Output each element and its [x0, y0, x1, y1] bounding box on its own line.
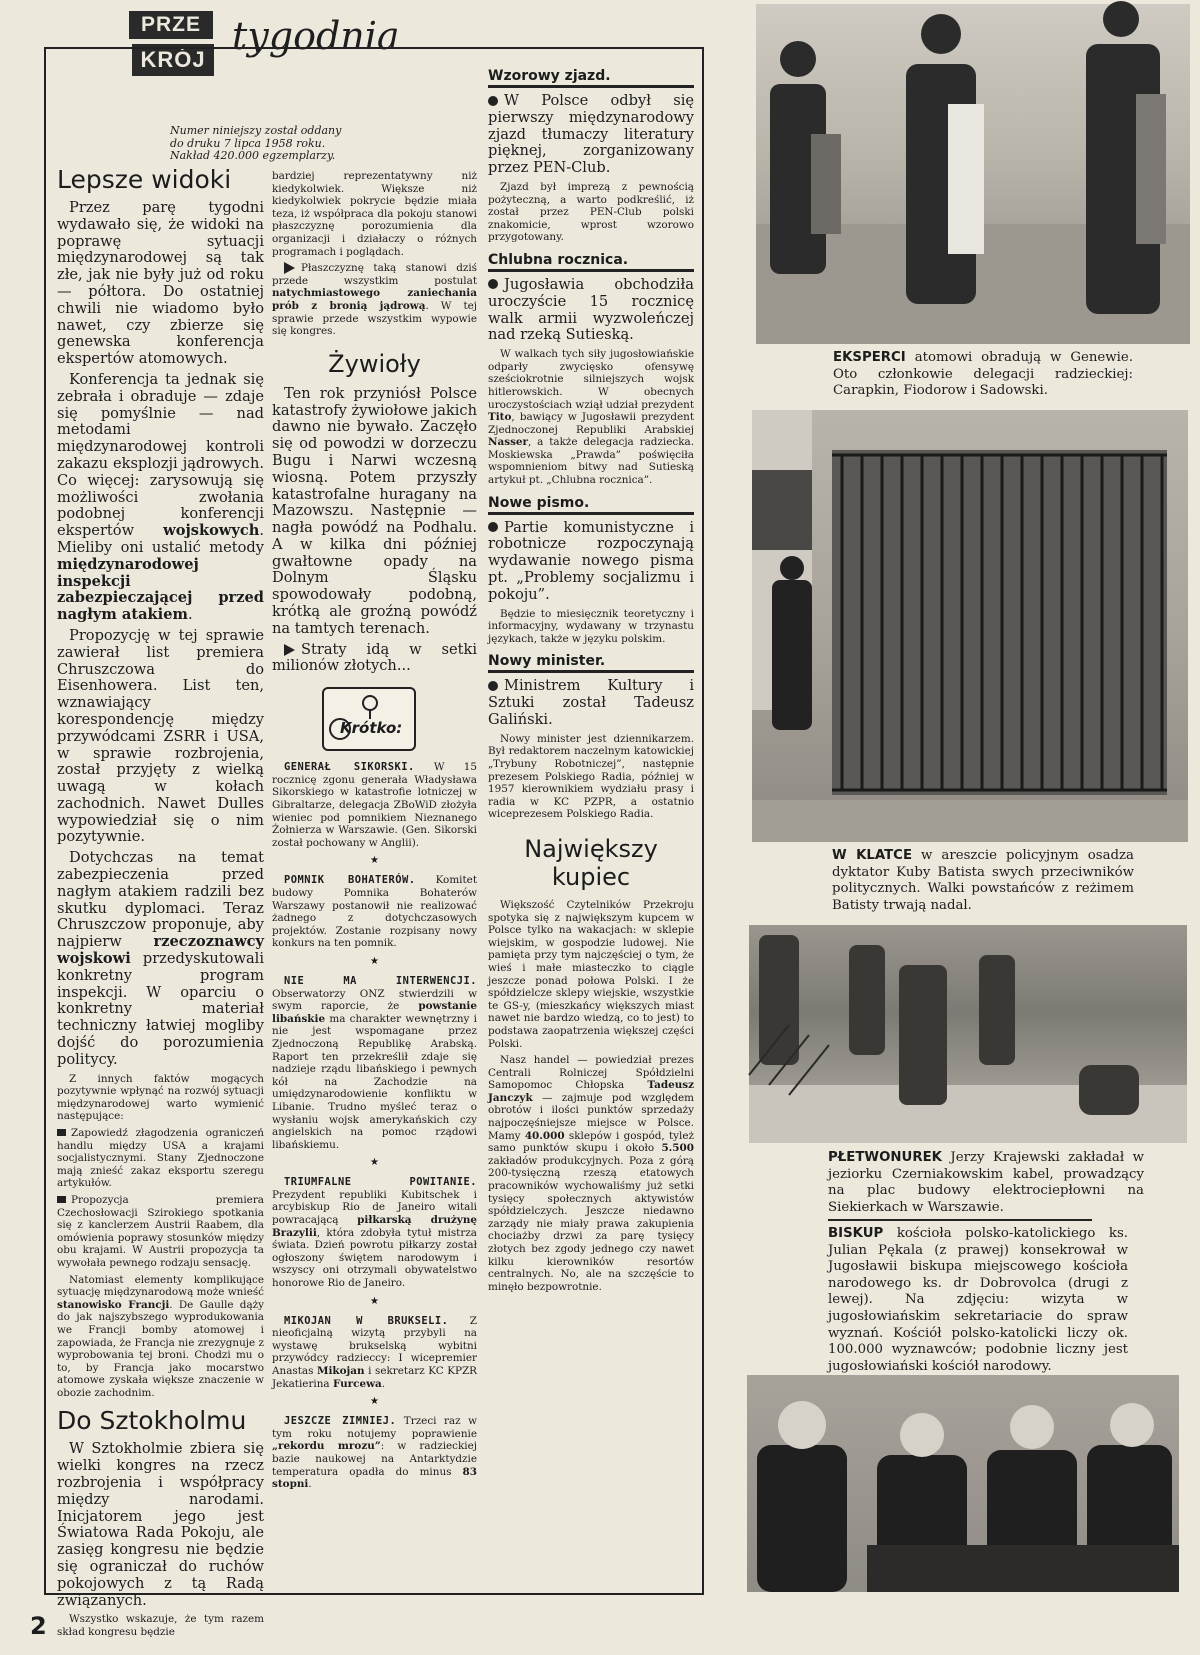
list-item: [57, 1127, 264, 1190]
text: Komitet budowy Pomnika Bohaterów Warszawy postanowił nie realizować żadnego z dotychczasowych projektów. Zostanie rozpisany nowy konkurs na ten pomnik.: [272, 874, 477, 950]
list-item: [57, 1194, 264, 1270]
bold-text: „rekordu mrozu”: [272, 1440, 381, 1453]
text: Nasz handel — powiedział prezes Centrali Rolniczej Spółdzielni Samopomoc Chłopska: [488, 1054, 694, 1092]
lead-paragraph: [488, 678, 694, 728]
logo-top: PRZE: [129, 11, 213, 39]
star-divider-icon: ★: [370, 1295, 379, 1307]
column-2: [272, 170, 477, 1589]
paragraph: Zjazd był imprezą z pewnością pożyteczną, a warto podkreślić, iż został przez PEN-Club polski znakomicie, wprost wzorowo przygotowany.: [488, 180, 694, 244]
bold-text: stanowisko Francji: [57, 1298, 170, 1311]
photo-diver: [749, 925, 1187, 1143]
bold-text: wojskowych: [163, 522, 260, 540]
text: .: [187, 606, 193, 624]
caption-bold: PŁETWONUREK: [828, 1150, 942, 1165]
bold-text: powstanie libańskie: [272, 1000, 477, 1025]
text: Natomiast elementy komplikujące sytuację międzynarodową może wnieść: [57, 1273, 264, 1299]
photo-delegation: [756, 4, 1190, 344]
caption-bold: W KLATCE: [832, 848, 913, 863]
text: Propozycja premiera Czechosłowacji Szirokiego spotkania się z kanclerzem Austrii Raabem, dla omówienia poprawy stosunków między obu krajami. W Austrii propozycja ta wywołała pewnego rodzaju sensację.: [57, 1193, 264, 1269]
arrow-bullet-icon: [284, 644, 295, 656]
paragraph: [488, 348, 694, 487]
paragraph: [57, 1274, 264, 1400]
text: Ministrem Kultury i Sztuki został Tadeusz Galiński.: [488, 677, 694, 729]
item-heading: NIE MA INTERWENCJI.: [284, 974, 477, 987]
paragraph: Większość Czytelników Przekroju spotyka się z największym kupcem w Polsce tylko na wakacjach: w sklepie wiejskim, w gospodzie ludowej. Nie pamięta przy tym najczęściej o tym, że wieś i małe miasteczko to ciągle jeszcze ponad połowa Polski. I że spółdzielcze sklepy wiejskie, wszystkie te GS-y, (mieszkańcy większych miast nawet nie bardzo wiedzą, co to jest) to podstawa zaopatrzenia większej części Polski.: [488, 898, 694, 1050]
paragraph: Ten rok przyniósł Polsce katastrofy żywiołowe jakich dawno nie bywało. Zaczęło się od powodzi w dorzeczu Bugu i Narwi wczesną wiosną. Potem przyszły katastrofalne huragany na Mazowszu. Następnie — nagła powódź na Podhalu. A w kilka dni później gwałtowne opady na Dolnym Śląsku spowodowały podobną, krótką ale groźną powódź na tamtych terenach.: [272, 384, 477, 637]
krotko-label: Krótko:: [340, 719, 403, 738]
news-item: [272, 975, 477, 1151]
star-divider-icon: ★: [370, 1396, 379, 1408]
text: W Polsce odbył się pierwszy międzynarodowy zjazd tłumaczy literatury pięknej, zorganizowany przez PEN-Club.: [488, 92, 694, 177]
bold-text: natychmiastowego zaniechania prób z bronią jądrową: [272, 287, 477, 312]
text: , a także delegacja radziecka. Moskiewska „Prawda” poświęciła wspomnieniom bitwy nad Sutieską artykuł pt. „Chlubna rocznica”.: [488, 436, 694, 487]
text: przedyskutowali konkretny program inspekcji. W oparciu o konkretny materiał techniczny łatwiej mogliby dojść do porozumienia politycy.: [57, 950, 264, 1068]
bold-text: Furcewa: [332, 1377, 382, 1390]
text: ma charakter wewnętrzny i nie jest wspomagane przez Zjednoczoną Republikę Arabską. Raport ten przekreślił zdaje się nadzieje rządu libańskiego i pewnych kół na Zachodzie na umiędzynarodowienie konfliktu w Libanie. Trudno myśleć teraz o wysłaniu wojsk amerykańskich czy angielskich na pomoc rządowi libańskiemu.: [272, 1012, 477, 1151]
imprint-line: do druku 7 lipca 1958 roku.: [170, 136, 326, 150]
bold-text: międzynarodowej inspekcji zabezpieczającej przed nagłym atakiem: [57, 555, 264, 624]
caption: [828, 1150, 1144, 1216]
section-heading: Nowy minister.: [488, 651, 694, 673]
caption-text: kościoła polsko-katolickiego ks. Julian Pękala (z prawej) konsekrował w Jugosławii biskupa miejscowego kościoła narodowego ks. dr Dobrovolca (drugi z lewej). Na zdjęciu: wizyta w jugosłowiańskim sekretariacie do spraw wyznań. Kościół polsko-katolicki liczy ok. 100.000 wyznawców; podobnie liczny jest jugosłowiański kościół narodowy.: [828, 1226, 1128, 1374]
photo-bishops-drawing: [747, 1375, 1179, 1592]
paragraph: [488, 1054, 694, 1293]
bullet-icon: [488, 96, 498, 106]
caption: [832, 848, 1134, 914]
caption-bold: EKSPERCI: [833, 350, 906, 365]
section-heading: Nowe pismo.: [488, 493, 694, 515]
headline-do-sztokholmu: Do Sztokholmu: [57, 1406, 247, 1436]
text: . W tej sprawie przede wszystkim wypowie się kongres.: [272, 299, 478, 338]
photo-bishops: [747, 1375, 1179, 1592]
paragraph: bardziej reprezentatywny niż kiedykolwiek. Większe niż kiedykolwiek pokrycie będzie miała teza, iż współpraca dla pokoju stanowi płaszczyznę porozumienia dla organizacji i działaczy o różnych programach i poglądach.: [272, 170, 477, 258]
paragraph: [272, 642, 477, 676]
caption-bold: BISKUP: [828, 1226, 884, 1241]
paragraph: Przez parę tygodni wydawało się, że widoki na poprawę sytuacji międzynarodowej są tak złe, jak nie były już od roku — półtora. Do ostatniej chwili nie wiadomo było nawet, czy zbierze się genewska konferencja ekspertów atomowych.: [57, 199, 264, 368]
imprint-line: Nakład 420.000 egzemplarzy.: [170, 149, 336, 162]
photo-diver-drawing: [749, 925, 1187, 1143]
caption-divider: [828, 1219, 1092, 1221]
news-item: [272, 1176, 477, 1289]
imprint: [170, 125, 380, 163]
news-item: [272, 761, 477, 849]
section-heading: Wzorowy zjazd.: [488, 66, 694, 88]
square-bullet-icon: [57, 1196, 66, 1203]
bold-text: 40.000: [524, 1129, 565, 1142]
item-heading: POMNIK BOHATERÓW.: [284, 874, 416, 887]
text: Płaszczyznę taką stanowi dziś przede wszystkim postulat: [272, 262, 477, 287]
paragraph: Propozycję w tej sprawie zawierał list premiera Chruszczowa do Eisenhowera. List ten, wznawiający korespondencję między przywódcami ZSRR i USA, w sprawie rozbrojenia, został przyjęty z wielką uwagą w kołach zachodnich. Nawet Dulles wypowiedział się o nim pozytywnie.: [57, 626, 264, 846]
column-1: [57, 164, 264, 1639]
lead-paragraph: [488, 93, 694, 177]
text: Jugosławia obchodziła uroczyście 15 rocznicę walk armii wyzwoleńczej nad rzeką Sutieską.: [488, 275, 694, 344]
text: Prezydent republiki Kubitschek i arcybiskup Rio de Janeiro witali powracającą: [272, 1188, 477, 1227]
text: , bawiący w Jugosławii prezydent Zjednoczonej Republiki Arabskiej: [488, 411, 694, 436]
logo-bottom: KRÓJ: [132, 44, 214, 76]
item-heading: TRIUMFALNE POWITANIE.: [284, 1176, 477, 1189]
bullet-icon: [488, 279, 498, 289]
caption-text: atomowi obradują w Genewie. Oto członkowie delegacji radzieckiej: Carapkin, Fiodorow i Sadowski.: [833, 350, 1133, 399]
bold-text: 5.500: [661, 1142, 694, 1155]
bold-text: rzeczoznawcy wojskowi: [57, 933, 264, 968]
photo-delegation-drawing: [756, 4, 1190, 344]
star-divider-icon: ★: [370, 955, 379, 967]
arrow-bullet-icon: [284, 262, 295, 274]
imprint-line: Numer niniejszy został oddany: [170, 124, 342, 137]
news-item: [272, 1415, 477, 1491]
bold-text: piłkarską drużynę Brazylii: [272, 1214, 477, 1239]
caption-text: w areszcie policyjnym osadza dyktator Kuby Batista swych przeciwników politycznych. Walki powstańców z reżimem Batisty trwają nadal.: [832, 848, 1134, 913]
text: , która zdobyła tytuł mistrza świata. Dzień powrotu piłkarzy został ogłoszony świętem narodowym i wszyscy oni otrzymali obywatelstwo honorowe Rio de Janeiro.: [272, 1226, 477, 1290]
photo-cage-drawing: [752, 410, 1188, 842]
photo-prison-cage: [752, 410, 1188, 842]
text: : w radzieckiej bazie naukowej na Antarktydzie temperatura opadła do minus: [272, 1440, 477, 1478]
caption: [828, 1226, 1128, 1375]
bold-text: Tadeusz Janczyk: [488, 1079, 694, 1104]
lead-paragraph: [488, 520, 694, 604]
section-heading: Chlubna rocznica.: [488, 250, 694, 272]
text: W 15 rocznicę zgonu generała Władysława Sikorskiego w katastrofie lotniczej w Gibraltarze, delegacja ZBoWiD złożyła wieniec pod pomnikiem Nieznanego Żołnierza w Warszawie. (Gen. Sikorski został pochowany w Anglii).: [272, 761, 477, 849]
text: Partie komunistyczne i robotnicze rozpoczynają wydawanie nowego pisma pt. „Problemy socjalizmu i pokoju”.: [488, 518, 694, 603]
text: Konferencja ta jednak się zebrała i obraduje — zdaje się pomyślnie — nad metodami międzynarodowej kontroli zakazu eksplozji jądrowych. Co więcej: zarysowują się możliwości zwołania podobnej konferencji ekspertów: [57, 370, 264, 540]
paragraph: [57, 372, 264, 624]
text: — zajmuje pod względem obrotów i ilości punktów sprzedaży najpoczęśniejsze miejsce w Polsce. Mamy: [488, 1091, 694, 1142]
headline-najwiekszy-kupiec: Największy kupiec: [524, 834, 658, 891]
square-bullet-icon: [57, 1129, 66, 1136]
text: Zapowiedź złagodzenia ograniczeń handlu między USA a krajami socjalistycznymi. Stany Zjednoczone mają znieść zakaz eksportu szeregu artykułów.: [57, 1127, 264, 1190]
text: Straty idą w setki milionów złotych...: [272, 640, 477, 675]
caption: [833, 350, 1133, 400]
text: Obserwatorzy ONZ stwierdzili w swym raporcie, że: [272, 987, 477, 1013]
bold-text: 83 stopni: [272, 1465, 477, 1491]
paragraph: W Sztokholmie zbiera się wielki kongres na rzecz rozbrojenia i współpracy między narodami. Inicjatorem jego jest Światowa Rada Pokoju, ale zasięg kongresu nie będzie się ograniczał do ruchów pokojowych z tą Radą związanych.: [57, 1440, 264, 1609]
paragraph: [57, 850, 264, 1068]
text: Z nieoficjalną wizytą przybyli na wystawę brukselską wybitni przywódcy radzieccy: I wicepremier Anastas: [272, 1314, 477, 1378]
bold-text: Tito: [488, 411, 512, 424]
text: i sekretarz KC KPZR Jekatierina: [272, 1365, 477, 1390]
text: sklepów i gospód, tyleż samo punktów skupu i około: [488, 1129, 694, 1155]
lead-paragraph: [488, 277, 694, 344]
text: .: [308, 1478, 312, 1491]
item-heading: JESZCZE ZIMNIEJ.: [284, 1415, 397, 1428]
text: . De Gaulle dąży do jak najszybszego wyprodukowania we Francji bomby atomowej i zapowiada, że Francja nie zrezygnuje z wyprobowania tej broni. Chodzi mu o to, by Francja jako mocarstwo atomowe zyskała większe znaczenie w obozie zachodnim.: [57, 1298, 264, 1399]
column-3: [488, 60, 694, 1589]
paragraph: Nowy minister jest dziennikarzem. Był redaktorem naczelnym katowickiej „Trybuny Robotniczej”, następnie prezesem Polskiego Radia, później w 1957 kierownikiem wydziału prasy i radia w KC PZPR, a ostatnio wiceprezesem Polskiego Radia.: [488, 732, 694, 821]
page-number: 2: [30, 1612, 47, 1640]
bold-text: Mikojan: [316, 1365, 365, 1378]
text: . Mieliby oni ustalić metody: [57, 522, 264, 556]
bullet-icon: [488, 522, 498, 532]
item-heading: GENERAŁ SIKORSKI.: [284, 761, 415, 774]
text: Dotychczas na temat zabezpieczenia przed nagłym atakiem radzili bez skutku dyplomaci. Teraz Chruszczow proponuje, aby najpierw: [57, 849, 264, 951]
headline-lepsze-widoki: Lepsze widoki: [57, 165, 232, 194]
text: .: [381, 1377, 386, 1390]
paragraph: [272, 262, 477, 338]
item-heading: MIKOJAN W BRUKSELI.: [284, 1314, 449, 1327]
paragraph: Będzie to miesięcznik teoretyczny i informacyjny, wydawany w trzynastu językach, także w języku polskim.: [488, 607, 694, 645]
news-item: [272, 1315, 477, 1391]
krotko-logo: [322, 687, 416, 751]
text: zakładów produkcyjnych. Poza z górą 200-tysięczną rzeszą etatowych pracowników wychowaliśmy już setki tysięcy społecznych aktywistów spółdzielczych. Jeszcze niedawno zarządy nie miały prawa zakupienia chociażby drzwi za parę tysięcy złotych bez zgody jednego czy nawet kilku kierowników resortów centralnych. No, ale na szczęście to minęło bezpowrotnie.: [488, 1154, 694, 1293]
caption-text: Jerzy Krajewski zakładał w jeziorku Czerniakowskim kabel, prowadzący na plac budowy elektrociepłowni na Siekierkach w Warszawie.: [828, 1150, 1144, 1215]
news-item: [272, 874, 477, 950]
masthead-title: tygodnia: [232, 14, 400, 58]
star-divider-icon: ★: [370, 1157, 379, 1169]
bold-text: Nasser: [488, 436, 529, 449]
paragraph: Wszystko wskazuje, że tym razem skład kongresu będzie: [57, 1613, 264, 1639]
text: Trzeci raz w tym roku notujemy poprawienie: [272, 1415, 477, 1440]
text: W walkach tych siły jugosłowiańskie odparły zwycięsko ofensywę sześciokrotnie silniejszych wojsk hitlerowskich. W obecnych uroczystościach wziął udział prezydent: [488, 348, 694, 411]
paragraph: Z innych faktów mogących pozytywnie wpłynąć na rozwój sytuacji międzynarodowej warto wymienić następujące:: [57, 1072, 264, 1123]
headline-zywioly: Żywioły: [328, 349, 421, 378]
bullet-icon: [488, 681, 498, 691]
star-divider-icon: ★: [370, 855, 379, 867]
